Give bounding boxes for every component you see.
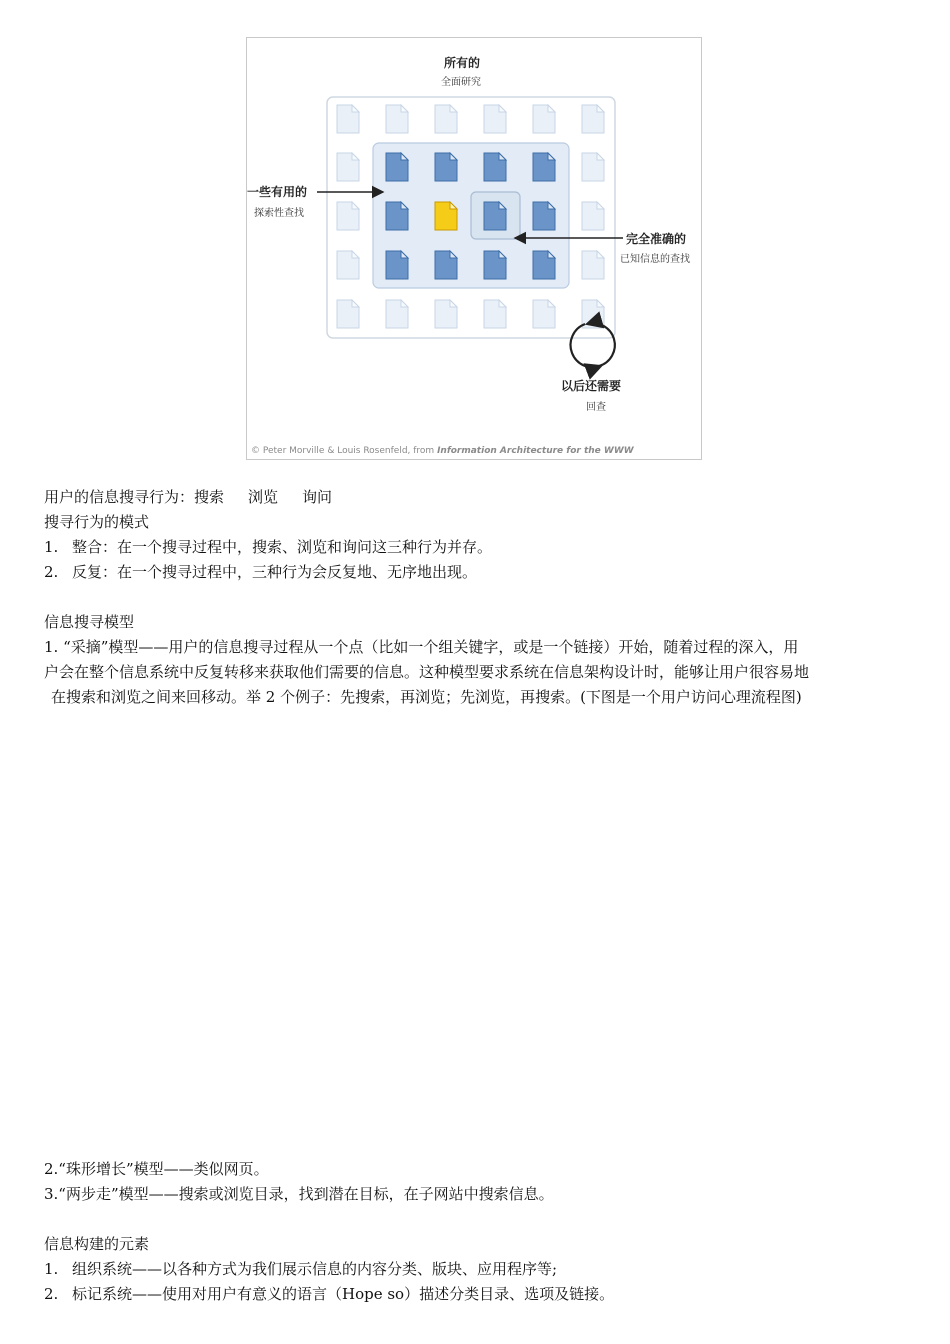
document-icon: [337, 105, 359, 133]
model-3: 3.“两步走”模型——搜索或浏览目录，找到潜在目标，在子网站中搜索信息。: [44, 1185, 554, 1203]
behaviors-label: 用户的信息搜寻行为：搜索: [44, 488, 225, 506]
document-icon: [533, 105, 555, 133]
all-sublabel: 全面研究: [441, 77, 481, 88]
exact-sublabel: 已知信息的查找: [620, 254, 690, 265]
refind-label: 以后还需要: [561, 379, 622, 393]
relevant-document-icon: [533, 202, 555, 230]
document-icon: [386, 300, 408, 328]
search-behaviors-line: [44, 485, 332, 510]
element-2-number: 2.: [44, 1285, 59, 1303]
models-title: 信息搜寻模型: [44, 613, 135, 631]
document-icon: [435, 300, 457, 328]
document-icon: [582, 251, 604, 279]
pattern-item-2: [44, 560, 477, 585]
all-label: 所有的: [444, 56, 481, 70]
behavior-ask: 询问: [302, 488, 333, 506]
information-needs-diagram: [246, 37, 702, 460]
pattern-2-text: 反复：在一个搜寻过程中，三种行为会反复地、无序地出现。: [72, 563, 478, 581]
document-icon: [533, 300, 555, 328]
element-1-text: 组织系统——以各种方式为我们展示信息的内容分类、版块、应用程序等;: [72, 1260, 558, 1278]
model-2: 2.“珠形增长”模型——类似网页。: [44, 1160, 269, 1178]
figure-credit: [251, 446, 634, 456]
document-icon: [435, 105, 457, 133]
useful-label: 一些有用的: [247, 185, 308, 199]
model-1-line-2: 户会在整个信息系统中反复转移来获取他们需要的信息。这种模型要求系统在信息架构设计时，能够让用户很容易地: [44, 663, 810, 681]
pattern-2-number: 2.: [44, 563, 59, 581]
document-icon: [337, 251, 359, 279]
element-2-text: 标记系统——使用对用户有意义的语言（Hope so）描述分类目录、选项及链接。: [72, 1285, 615, 1303]
relevant-document-icon: [484, 153, 506, 181]
relevant-document-icon: [435, 153, 457, 181]
relevant-document-icon: [386, 251, 408, 279]
pattern-item-1: [44, 535, 492, 560]
credit-prefix: © Peter Morville & Louis Rosenfeld, from: [251, 446, 438, 456]
document-icon: [484, 300, 506, 328]
credit-book-title: Information Architecture for the WWW: [437, 446, 634, 456]
document-icon: [582, 153, 604, 181]
relevant-document-icon: [435, 251, 457, 279]
pattern-1-number: 1.: [44, 538, 59, 556]
refind-sublabel: 回查: [586, 402, 606, 413]
useful-sublabel: 探索性查找: [254, 208, 304, 219]
document-icon: [582, 105, 604, 133]
elements-title: 信息构建的元素: [44, 1235, 150, 1253]
relevant-document-icon: [533, 153, 555, 181]
document-icon: [484, 105, 506, 133]
element-1-number: 1.: [44, 1260, 59, 1278]
relevant-document-icon: [386, 202, 408, 230]
document-icon: [337, 153, 359, 181]
relevant-document-icon: [533, 251, 555, 279]
document-icon: [337, 202, 359, 230]
model-1-line-3: 在搜索和浏览之间来回移动。举 2 个例子：先搜索，再浏览；先浏览，再搜索。(下图是一个用户访问心理流程图): [51, 688, 802, 706]
pattern-1-text: 整合：在一个搜寻过程中，搜索、浏览和询问这三种行为并存。: [72, 538, 493, 556]
relevant-document-icon: [386, 153, 408, 181]
model-1-line-1: 1. “采摘”模型——用户的信息搜寻过程从一个点（比如一个组关键字，或是一个链接）开始，随着过程的深入，用: [44, 638, 799, 656]
relevant-document-icon: [484, 202, 506, 230]
element-item-2: [44, 1282, 614, 1307]
behavior-browse: 浏览: [248, 488, 279, 506]
exact-label: 完全准确的: [626, 232, 687, 246]
document-icon: [337, 300, 359, 328]
document-icon: [386, 105, 408, 133]
document-icon: [582, 202, 604, 230]
relevant-document-icon: [484, 251, 506, 279]
element-item-1: [44, 1257, 557, 1282]
patterns-title: 搜寻行为的模式: [44, 513, 150, 531]
exact-document-icon: [435, 202, 457, 230]
